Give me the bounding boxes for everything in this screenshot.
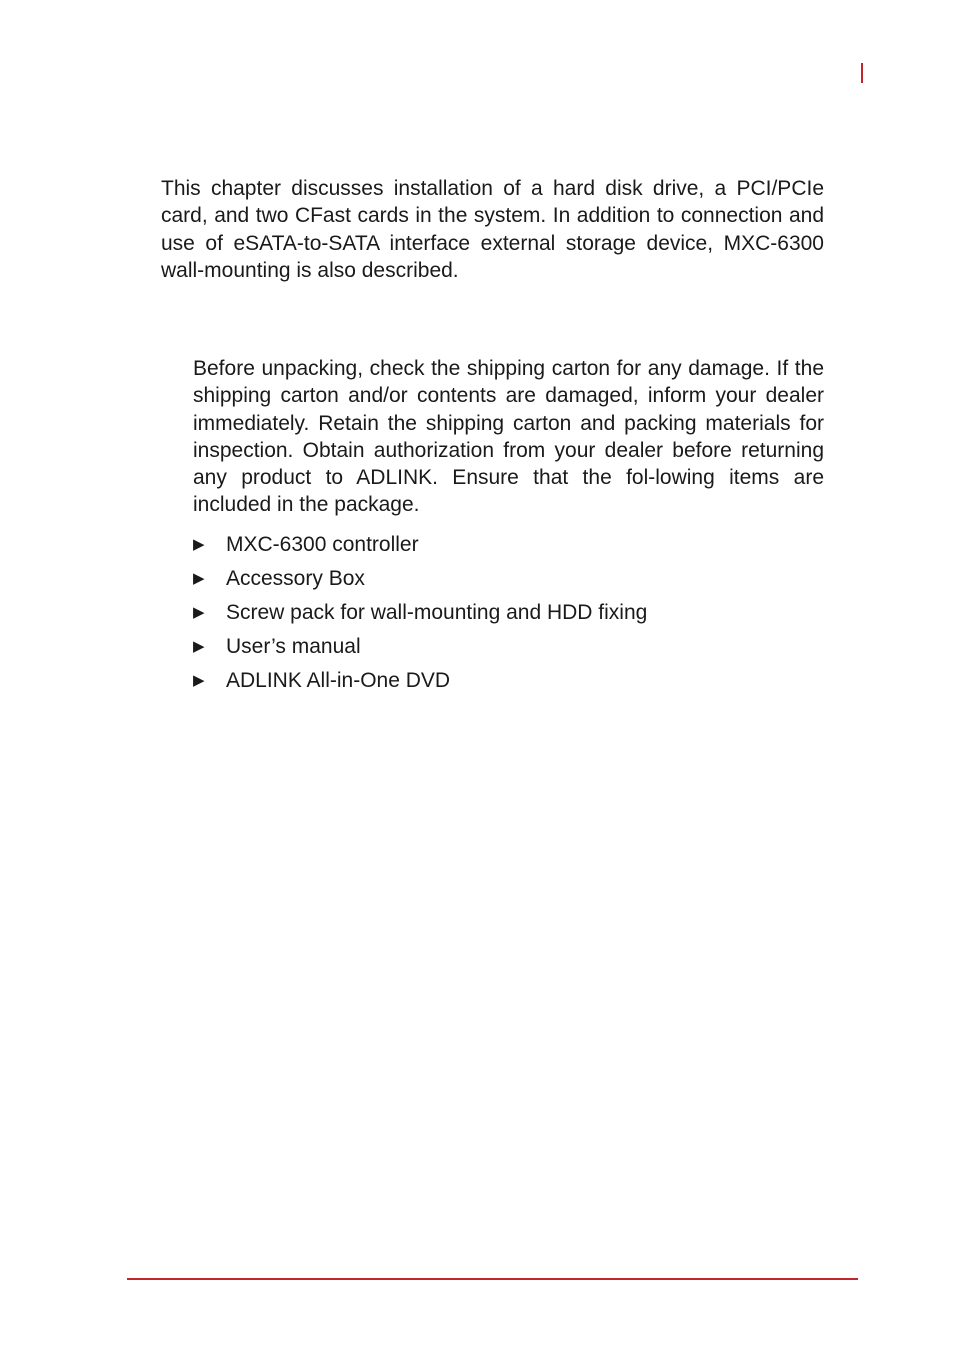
chapter-intro-paragraph: This chapter discusses installation of a hard disk drive, a PCI/PCIe card, and two CFast cards in the system. In addition to connection and use of eSATA-to-SATA interface external storage device, MXC-6300 wall-mounting is also described. xyxy=(161,177,824,282)
triangle-right-icon: ▶ xyxy=(193,672,205,689)
list-item xyxy=(193,598,824,632)
list-item xyxy=(193,632,824,666)
list-item xyxy=(193,564,824,598)
list-item xyxy=(193,666,824,700)
list-item-label: MXC-6300 controller xyxy=(226,533,419,556)
list-item-label: ADLINK All-in-One DVD xyxy=(226,669,451,692)
list-item xyxy=(193,530,824,564)
footer-divider xyxy=(127,1278,858,1280)
triangle-right-icon: ▶ xyxy=(193,570,205,587)
triangle-right-icon: ▶ xyxy=(193,536,205,553)
triangle-right-icon: ▶ xyxy=(193,604,205,621)
package-contents-list xyxy=(193,530,824,700)
list-item-label: User’s manual xyxy=(226,635,361,658)
list-item-label: Screw pack for wall-mounting and HDD fixing xyxy=(226,601,648,624)
triangle-right-icon: ▶ xyxy=(193,638,205,655)
list-item-label: Accessory Box xyxy=(226,567,365,590)
header-accent-mark xyxy=(861,63,863,83)
unpacking-paragraph: Before unpacking, check the shipping carton for any damage. If the shipping carton and/or contents are damaged, inform your dealer immediately. Retain the shipping carton and packing materials for inspection. Obtain authorization from your dealer before returning any product to ADLINK. Ensure that the fol-lowing items are included in the package. xyxy=(193,357,824,517)
